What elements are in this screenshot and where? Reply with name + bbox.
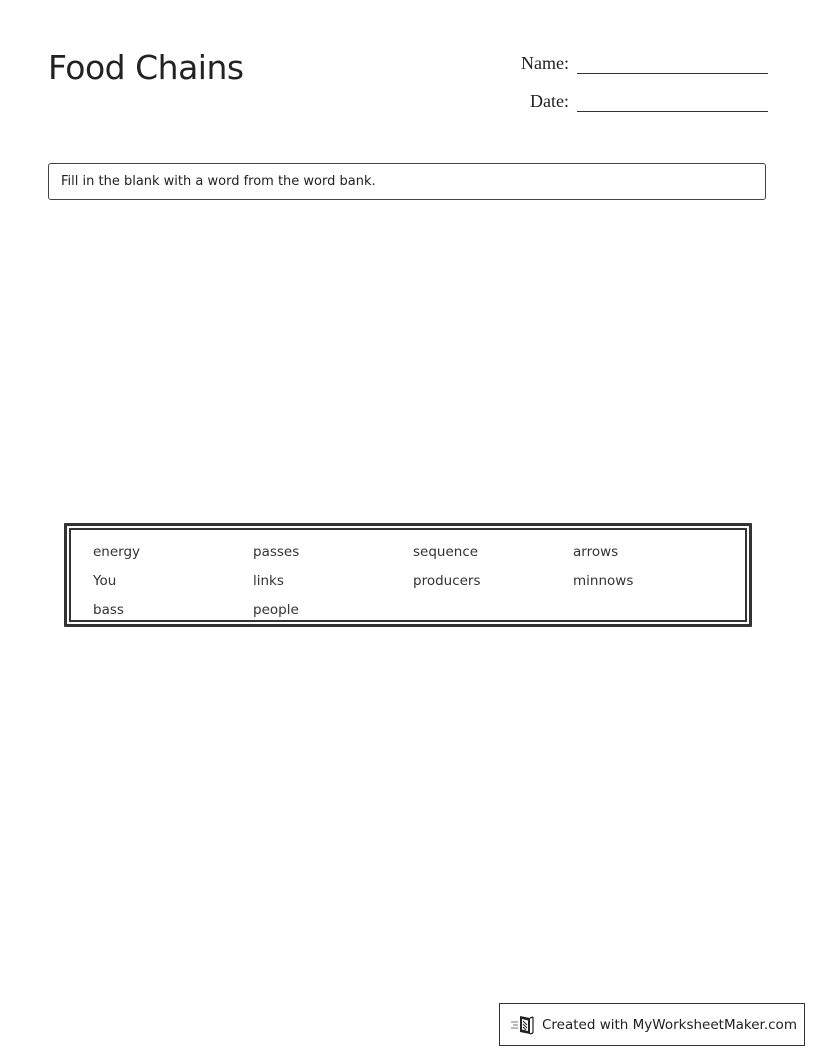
name-label: Name: (521, 53, 569, 73)
word-bank-grid (69, 528, 747, 622)
word-bank-item: producers (413, 573, 481, 589)
footer-text: Created with MyWorksheetMaker.com (542, 1016, 797, 1033)
word-bank-item: links (253, 573, 284, 589)
instructions-box (48, 163, 766, 200)
worksheet-maker-logo-icon (510, 1014, 536, 1036)
word-bank (64, 523, 752, 627)
word-bank-item: You (93, 573, 117, 589)
name-field-row (499, 53, 768, 74)
page-title: Food Chains (48, 48, 244, 87)
instructions-text: Fill in the blank with a word from the word bank. (61, 174, 376, 189)
word-bank-item: minnows (573, 573, 634, 589)
name-blank-line[interactable] (577, 72, 768, 74)
footer-credit[interactable] (499, 1003, 805, 1046)
word-bank-item: arrows (573, 544, 619, 560)
word-bank-item: people (253, 602, 299, 618)
date-blank-line[interactable] (577, 110, 768, 112)
word-bank-item: passes (253, 544, 300, 560)
word-bank-item: sequence (413, 544, 479, 560)
date-field-row (499, 91, 768, 112)
date-label: Date: (530, 91, 569, 111)
word-bank-item: bass (93, 602, 124, 618)
word-bank-item: energy (93, 544, 141, 560)
